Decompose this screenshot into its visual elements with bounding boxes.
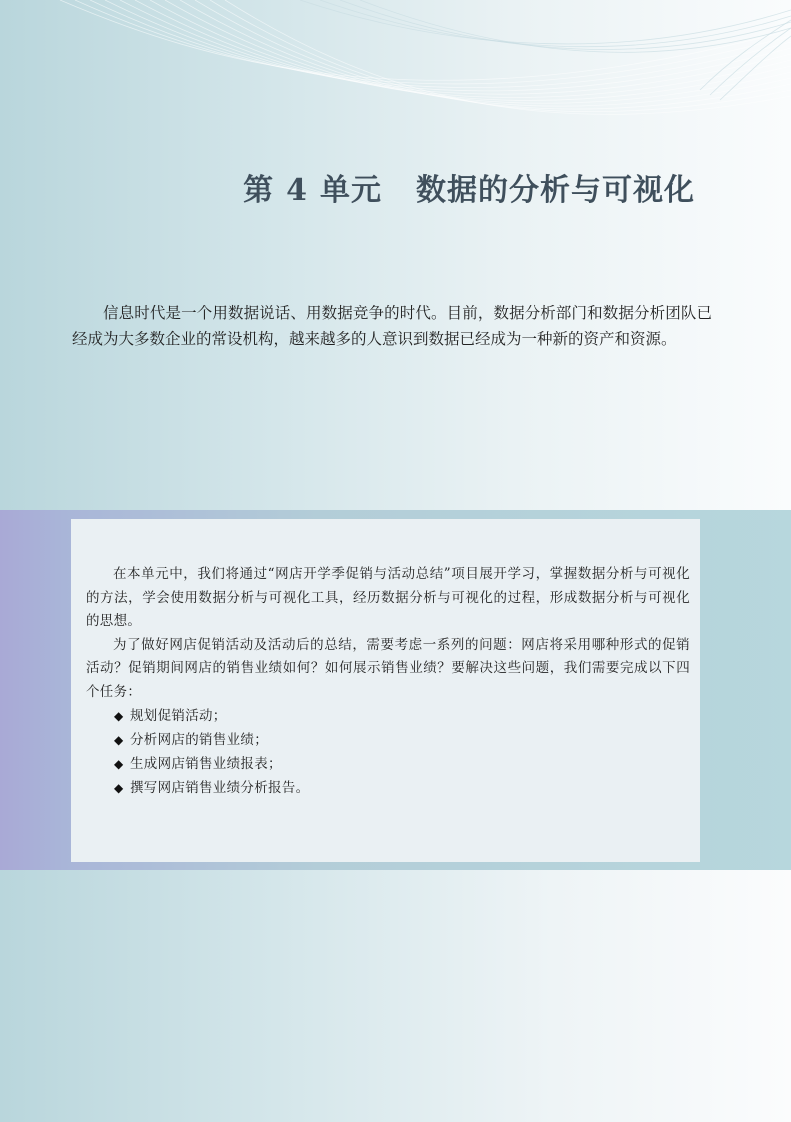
task-item [114,752,690,776]
diamond-bullet-icon: ◆ [114,733,124,747]
diamond-bullet-icon: ◆ [114,757,124,771]
task-label: 规划促销活动； [130,708,227,724]
task-label: 分析网店的销售业绩； [130,732,268,748]
questions-paragraph: 为了做好网店促销活动及活动后的总结，需要考虑一系列的问题：网店将采用哪种形式的促销活动？促销期间网店的销售业绩如何？如何展示销售业绩？要解决这些问题，我们需要完成以下四个任务： [86,636,690,700]
decorative-wave-lines [0,0,791,150]
overview-paragraph: 在本单元中，我们将通过“网店开学季促销与活动总结”项目展开学习，掌握数据分析与可视化的方法，学会使用数据分析与可视化工具，经历数据分析与可视化的过程，形成数据分析与可视化的思想。 [86,566,690,629]
task-item [114,704,690,728]
unit-suffix: 单元 [320,173,382,208]
task-item [114,728,690,752]
intro-paragraph: 信息时代是一个用数据说话、用数据竞争的时代。目前，数据分析部门和数据分析团队已经成为大多数企业的常设机构，越来越多的人意识到数据已经成为一种新的资产和资源。 [72,304,712,348]
unit-heading [243,165,695,209]
diamond-bullet-icon: ◆ [114,709,124,723]
bottom-background [0,870,791,1122]
unit-overview-panel [71,519,700,862]
unit-prefix: 第 [243,173,275,208]
task-label: 生成网店销售业绩报表； [130,756,282,772]
task-list [114,704,690,800]
unit-number: 4 [286,173,308,208]
task-item [114,776,690,800]
panel-text [86,563,690,800]
diamond-bullet-icon: ◆ [114,781,124,795]
task-label: 撰写网店销售业绩分析报告。 [130,780,310,796]
unit-title: 数据的分析与可视化 [416,173,695,208]
